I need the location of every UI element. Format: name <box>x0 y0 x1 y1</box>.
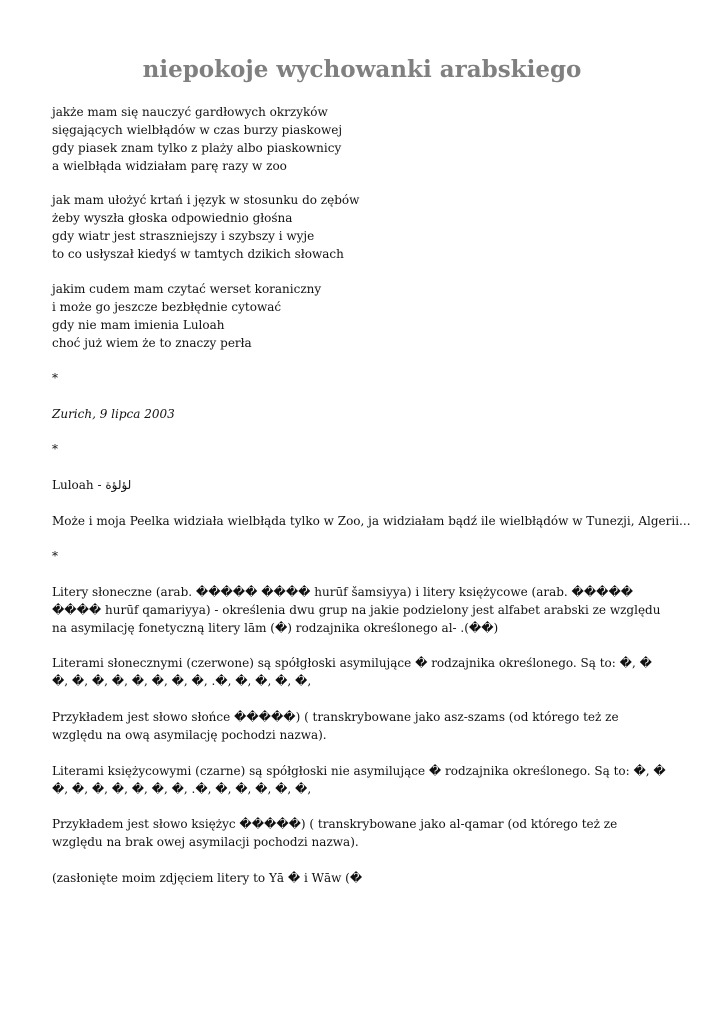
poem-line: a wielbłąda widziałam parę razy w zoo <box>52 159 287 173</box>
paragraph-hidden-letters: (zasłonięte moim zdjęciem litery to Yā � i Wāw (� <box>52 871 363 885</box>
poem-stanza-3 <box>52 280 321 352</box>
paragraph-moon-letters: Literami księżycowymi (czarne) są spółgłoski nie asymilujące � rodzajnika określonego. Są to: �, � �, �, �, �, �, �, �, .�, �, �, �, �, �, <box>52 764 666 796</box>
luloah-arabic: لؤلؤة <box>105 478 132 492</box>
separator-asterisk: * <box>52 442 58 456</box>
poem-stanza-1 <box>52 103 342 175</box>
separator-asterisk: * <box>52 549 58 563</box>
luloah-latin: Luloah - <box>52 478 106 492</box>
poem-line: jakże mam się nauczyć gardłowych okrzyków <box>52 105 328 119</box>
luloah-line <box>52 476 131 494</box>
separator-asterisk: * <box>52 371 58 385</box>
poem-line: jak mam ułożyć krtań i język w stosunku do zębów <box>52 193 360 207</box>
poem-stanza-2 <box>52 191 359 263</box>
poem-line: jakim cudem mam czytać werset koraniczny <box>52 282 322 296</box>
paragraph-sun-letters: Literami słonecznymi (czerwone) są spółgłoski asymilujące � rodzajnika określonego. Są to: �, � �, �, �, �, �, �, �, �, .�, �, �, �, �, <box>52 656 652 688</box>
camel-note: Może i moja Peelka widziała wielbłąda tylko w Zoo, ja widziałam bądź ile wielbłądów w Tunezji, Algerii... <box>52 514 691 528</box>
poem-line: żeby wyszła głoska odpowiednio głośna <box>52 211 293 225</box>
page-title: niepokoje wychowanki arabskiego <box>142 56 582 83</box>
paragraph-sun-example: Przykładem jest słowo słońce �����) ( transkrybowane jako asz-szams (od którego też ze względu na ową asymilację pochodzi nazwa). <box>52 710 619 742</box>
poem-line: gdy nie mam imienia Luloah <box>52 318 225 332</box>
poem-line: choć już wiem że to znaczy perła <box>52 336 252 350</box>
poem-line: gdy wiatr jest straszniejszy i szybszy i wyje <box>52 229 315 243</box>
paragraph-moon-example: Przykładem jest słowo księżyc �����) ( transkrybowane jako al-qamar (od którego też ze względu na brak owej asymilacji pochodzi nazwa). <box>52 817 618 849</box>
poem-line: gdy piasek znam tylko z plaży albo piaskownicy <box>52 141 342 155</box>
dateline: Zurich, 9 lipca 2003 <box>52 407 175 421</box>
poem-line: i może go jeszcze bezbłędnie cytować <box>52 300 282 314</box>
paragraph-sun-moon-letters: Litery słoneczne (arab. ����� ���� hurūf šamsiyya) i litery księżycowe (arab. ����� ���� hurūf qamariyya) - określenia dwu grup na jakie podzielony jest alfabet arabski ze względu na asymilację fonetyczną litery lām (�) rodzajnika określonego al- .(��) <box>52 585 661 635</box>
poem-line: to co usłyszał kiedyś w tamtych dzikich słowach <box>52 247 344 261</box>
poem-line: sięgających wielbłądów w czas burzy piaskowej <box>52 123 343 137</box>
